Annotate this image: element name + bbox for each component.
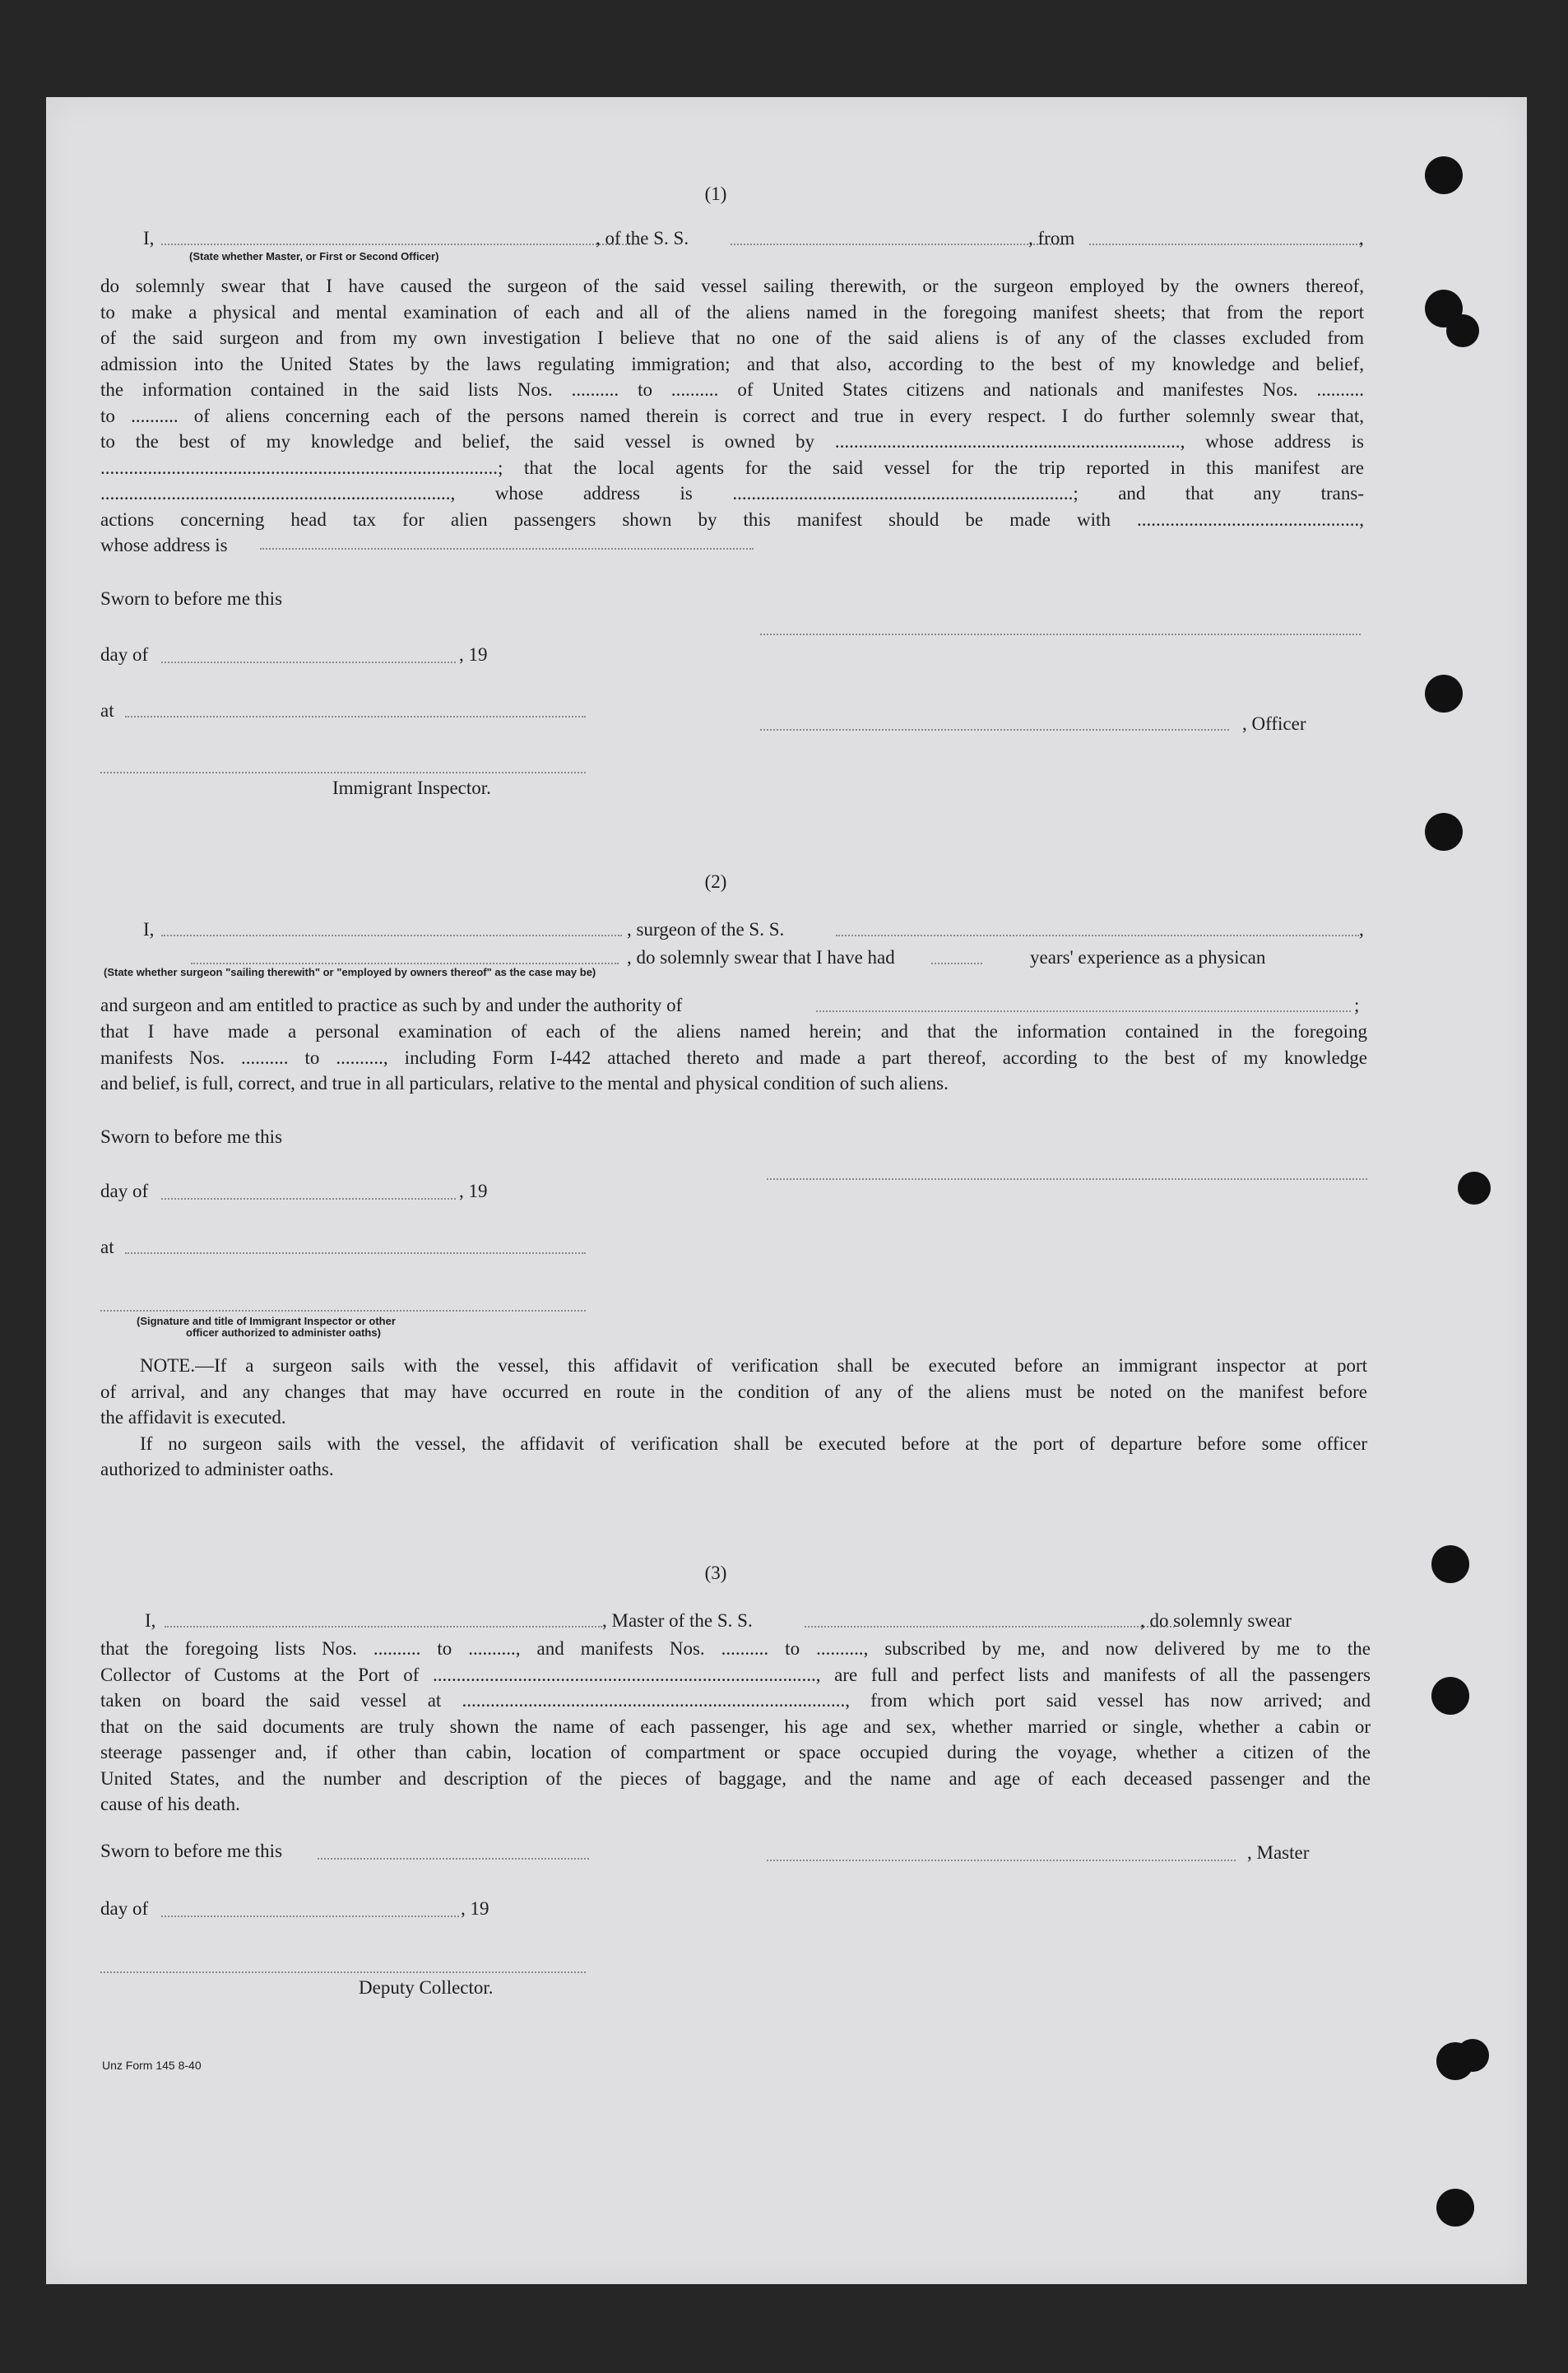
deputy-collector-label: Deputy Collector. <box>359 1977 494 1998</box>
sworn-label: Sworn to before me this <box>100 1841 283 1861</box>
swear-label: , do solemnly swear <box>1140 1610 1292 1631</box>
inspector-signature-line <box>100 1310 586 1312</box>
punch-hole <box>1458 1172 1491 1205</box>
address-blank <box>260 548 754 550</box>
punch-hole <box>1456 2039 1489 2072</box>
year-label: , 19 <box>459 644 488 665</box>
at-blank <box>125 716 586 717</box>
surgeon-paragraph: that I have made a personal examination of each of the aliens named herein; and that the information contained in the foregoing manifests Nos. .......... to .........., including Form I-442 attached thereto and made a part thereof, according to the best of my knowledge and belief, is full, correct, and true in all particulars, relative to the mental and physical condition of such aliens. <box>100 1021 1367 1094</box>
day-blank <box>161 662 456 663</box>
punch-hole <box>1446 314 1479 347</box>
day-of-label: day of <box>100 1181 149 1201</box>
master-name-blank <box>165 1626 602 1628</box>
swear-label: , do solemnly swear that I have had <box>627 947 895 968</box>
surgeon-type-note: (State whether surgeon "sailing therewith" or "employed by owners thereof" as the case may be) <box>104 966 596 978</box>
sworn-label: Sworn to before me this <box>100 588 283 609</box>
oath-paragraph: do solemnly swear that I have caused the surgeon of the said vessel sailing therewith, or the surgeon employed by the owners thereof, to make a physical and mental examination of each and all of the aliens named in the foregoing manifest sheets; that from the report of the said surgeon and from my own investigation I believe that no one of the said aliens is of any of the classes excluded from admission into the United States by the laws regulating immigration; and that also, according to the best of my knowledge and belief, the information contained in the said lists Nos. .......... to .......... of United States citizens and nationals and manifestes Nos. .......... to .......... of aliens concerning each of the persons named therein is correct and true in every respect. I do further solemnly swear that, to the best of my knowledge and belief, the said vessel is owned by ........................................................................., whose address is ....................................................................................; that the local agents for the said vessel for the trip reported in this manifest are .........................................................................., whose address is ........................................................................; and that any trans- actions concerning head tax for alien passengers shown by this manifest should be made with ..............................................., whose address is <box>100 276 1364 555</box>
signature-line <box>767 1178 1367 1180</box>
day-blank <box>161 1916 459 1917</box>
oath-i: I, <box>143 228 155 248</box>
officer-signature-line <box>760 729 1229 731</box>
at-label: at <box>100 700 114 721</box>
authority-end: ; <box>1354 995 1360 1015</box>
surgeon-type-blank <box>191 963 619 964</box>
rank-note: (State whether Master, or First or Second Officer) <box>189 250 439 262</box>
signature-line <box>760 634 1361 635</box>
day-blank <box>161 1198 456 1200</box>
signature-note: officer authorized to administer oaths) <box>186 1326 381 1339</box>
vessel-name-blank <box>836 935 1359 936</box>
sworn-blank <box>318 1858 589 1860</box>
of-ss-label: , of the S. S. <box>596 228 689 248</box>
collector-signature-line <box>100 1971 586 1973</box>
years-blank <box>931 963 982 964</box>
line-end-comma: , <box>1359 919 1364 940</box>
inspector-signature-line <box>100 772 586 773</box>
master-signature-line <box>767 1860 1236 1861</box>
punch-hole <box>1425 675 1463 713</box>
line-end-comma: , <box>1359 228 1364 248</box>
day-of-label: day of <box>100 1898 149 1919</box>
departure-port-blank <box>1089 244 1361 245</box>
year-label: , 19 <box>461 1898 489 1919</box>
master-of-label: , Master of the S. S. <box>602 1610 753 1631</box>
from-label: , from <box>1028 228 1075 248</box>
section-number: (3) <box>704 1563 727 1583</box>
surgeon-name-blank <box>161 935 622 936</box>
punch-hole <box>1425 813 1463 851</box>
officer-label: , Officer <box>1242 713 1306 734</box>
sworn-label: Sworn to before me this <box>100 1126 283 1147</box>
rank-blank <box>161 244 640 245</box>
punch-hole <box>1425 156 1463 194</box>
master-paragraph: that the foregoing lists Nos. .......... to .........., and manifests Nos. .......... to .........., subscribed by me, and now delivered by me to the Collector of Customs at the Port of ................................................................................., are full and perfect lists and manifests of all the passengers taken on board the said vessel at ................................................................................., from which port said vessel has now arrived; and that on the said documents are truly shown the name of each passenger, his age and sex, whether married or single, whether a cabin or steerage passenger and, if other than cabin, location of compartment or space occupied during the voyage, whether a citizen of the United States, and the number and description of the pieces of baggage, and the name and age of each deceased passenger and the cause of his death. <box>100 1638 1371 1814</box>
signature-note: (Signature and title of Immigrant Inspector or other <box>137 1315 396 1327</box>
year-label: , 19 <box>459 1181 488 1201</box>
form-number: Unz Form 145 8-40 <box>102 2059 202 2072</box>
authority-label: and surgeon and am entitled to practice as such by and under the authority of <box>100 995 683 1015</box>
punch-hole <box>1431 1677 1469 1715</box>
vessel-name-blank <box>731 244 1068 245</box>
punch-hole <box>1431 1545 1469 1583</box>
at-blank <box>125 1252 586 1254</box>
punch-hole <box>1436 2189 1474 2227</box>
surgeon-of-label: , surgeon of the S. S. <box>627 919 785 940</box>
vessel-name-blank <box>805 1626 1175 1628</box>
experience-label: years' experience as a physican <box>1030 947 1266 968</box>
authority-blank <box>816 1010 1351 1012</box>
section-number: (2) <box>704 871 727 892</box>
at-label: at <box>100 1237 114 1257</box>
day-of-label: day of <box>100 644 149 665</box>
note-paragraph: NOTE.—If a surgeon sails with the vessel, this affidavit of verification shall be executed before an immigrant inspector at port of arrival, and any changes that may have occurred en route in the condition of any of the aliens must be noted on the manifest before the affidavit is executed. If no surgeon sails with the vessel, the affidavit of verification shall be executed before at the port of departure before some officer authorized to administer oaths. <box>100 1355 1367 1479</box>
oath-i: I, <box>145 1610 156 1631</box>
inspector-label: Immigrant Inspector. <box>332 778 491 798</box>
section-number: (1) <box>704 183 727 204</box>
master-label: , Master <box>1247 1842 1310 1863</box>
oath-i: I, <box>143 919 155 940</box>
document-page <box>46 97 1527 2284</box>
